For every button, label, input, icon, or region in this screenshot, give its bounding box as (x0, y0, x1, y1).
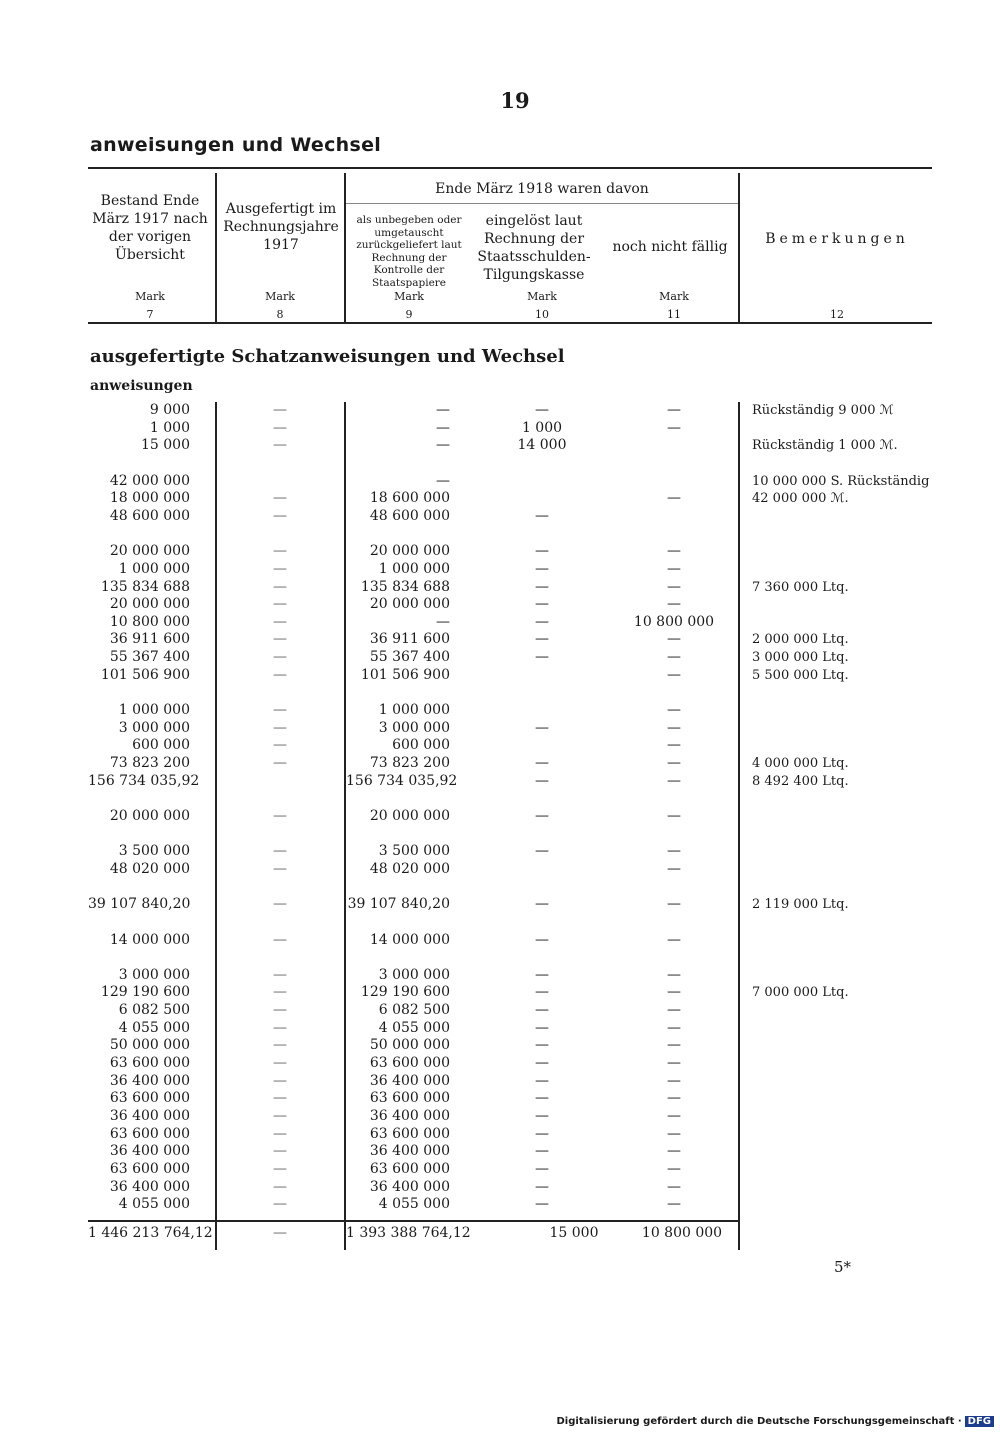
table-cell-c9: 73 823 200 (369, 755, 450, 771)
unit-col8: Mark (265, 290, 295, 303)
table-cell-c7: 3 000 000 (118, 966, 190, 983)
table-cell-c8: — (273, 613, 287, 630)
table-cell-c8: — (273, 1196, 287, 1213)
table-cell-c8: — (273, 543, 287, 560)
table-cell-c9: 63 600 000 (369, 1055, 450, 1071)
table-cell-c9: 36 911 600 (369, 631, 450, 648)
table-cell-c9: 63 600 000 (369, 1160, 450, 1177)
table-cell-c8: — (273, 1125, 287, 1142)
table-cell-c8: — (273, 437, 287, 454)
dfg-logo-icon: DFG (965, 1416, 994, 1427)
table-cell-c7: 50 000 000 (109, 1037, 190, 1054)
table-cell-c8: — (273, 1002, 287, 1019)
table-cell-c9: 18 600 000 (369, 490, 450, 507)
colnum-7: 7 (146, 308, 154, 321)
table-cell-c11: — (667, 1178, 681, 1195)
table-cell-c11: — (667, 1196, 681, 1213)
table-cell-c11: — (667, 490, 681, 507)
table-cell-c10: — (535, 613, 549, 630)
table-cell-c8: — (273, 755, 287, 771)
table-cell-c7: 55 367 400 (109, 649, 190, 666)
table-cell-c11: — (667, 402, 681, 418)
colnum-8: 8 (276, 308, 284, 321)
table-cell-c10: — (535, 1178, 549, 1195)
table-cell-c9: 101 506 900 (360, 666, 450, 683)
table-cell-c8: — (273, 507, 287, 524)
table-cell-c7: 18 000 000 (109, 490, 190, 507)
table-cell-c8: — (273, 402, 287, 418)
table-cell-c11: — (667, 1160, 681, 1177)
table-cell-c7: 42 000 000 (109, 472, 190, 489)
table-cell-c9: 48 600 000 (369, 507, 450, 524)
table-cell-c8: — (273, 596, 287, 613)
table-cell-c7: 36 911 600 (109, 631, 190, 648)
table-cell-c7: 1 000 (149, 419, 190, 436)
table-cell-c12: Rückständig 9 000 ℳ (752, 403, 894, 418)
section-title: ausgefertigte Schatzanweisungen und Wechsel (90, 346, 565, 367)
table-cell-c9: 3 500 000 (378, 843, 450, 860)
table-cell-c10: — (535, 984, 549, 1001)
table-cell-c9: 36 400 000 (369, 1108, 450, 1124)
table-cell-c11: — (667, 984, 681, 1001)
table-cell-c11: — (667, 1108, 681, 1124)
dfg-watermark-text: Digitalisierung gefördert durch die Deutsche Forschungsgemeinschaft · (556, 1416, 962, 1427)
header-col7: Bestand Ende März 1917 nach der vorigen Übersicht (92, 193, 208, 263)
table-cell-c8: — (273, 1072, 287, 1089)
table-cell-c10: — (535, 596, 549, 613)
hdr-divider-7-8 (215, 173, 217, 322)
hdr-divider-11-12 (738, 173, 740, 322)
table-cell-c8: — (273, 843, 287, 860)
table-cell-c8: — (273, 1090, 287, 1107)
table-cell-c11: — (667, 719, 681, 736)
table-cell-c8: — (273, 1108, 287, 1124)
table-cell-c7: 135 834 688 (100, 578, 190, 595)
table-cell-c8: — (273, 1037, 287, 1054)
table-cell-c7: 6 082 500 (118, 1002, 190, 1019)
hdr-divider-8-9 (344, 173, 346, 322)
table-cell-c12: Rückständig 1 000 ℳ. (752, 438, 898, 454)
table-cell-c10: — (535, 1125, 549, 1142)
table-cell-c8: — (273, 1160, 287, 1177)
table-cell-c8: — (273, 702, 287, 718)
table-cell-c9: 4 055 000 (378, 1019, 450, 1036)
table-cell-c10: — (535, 560, 549, 577)
table-cell-c12: 8 492 400 Ltq. (752, 773, 849, 789)
table-cell-c11: — (667, 860, 681, 877)
table-cell-c7: 1 000 000 (118, 560, 190, 577)
table-cell-c11: — (667, 631, 681, 648)
table-cell-c9: 50 000 000 (369, 1037, 450, 1054)
table-cell-c7: 36 400 000 (109, 1108, 190, 1124)
table-cell-c8: — (273, 649, 287, 666)
table-cell-c10: — (535, 543, 549, 560)
table-cell-c7: 4 055 000 (118, 1019, 190, 1036)
table-cell-c7: 10 800 000 (109, 613, 190, 630)
header-col12: Bemerkungen (765, 231, 909, 247)
unit-col10: Mark (527, 290, 557, 303)
table-cell-c9: 48 020 000 (369, 860, 450, 877)
table-cell-c8: — (273, 807, 287, 824)
table-cell-c8: — (273, 419, 287, 436)
table-cell-c9: 55 367 400 (369, 649, 450, 666)
table-cell-c10: — (535, 896, 549, 913)
table-cell-c10: — (535, 631, 549, 648)
table-cell-c10: — (535, 966, 549, 983)
table-cell-c9: 63 600 000 (369, 1090, 450, 1107)
table-cell-c12: 3 000 000 Ltq. (752, 650, 849, 666)
table-cell-c9: 63 600 000 (369, 1125, 450, 1142)
table-cell-c9: — (436, 472, 450, 489)
table-cell-c8: — (273, 490, 287, 507)
total-col9: 1 393 388 764,12 (346, 1225, 471, 1241)
table-cell-c7: 48 600 000 (109, 507, 190, 524)
total-col7: 1 446 213 764,12 (88, 1225, 213, 1241)
table-cell-c7: 20 000 000 (109, 543, 190, 560)
table-cell-c8: — (273, 578, 287, 595)
table-cell-c11: — (667, 896, 681, 913)
table-cell-c11: — (667, 649, 681, 666)
table-cell-c8: — (273, 896, 287, 913)
table-cell-c7: 9 000 (149, 402, 190, 418)
table-cell-c12: 2 000 000 Ltq. (752, 632, 849, 648)
table-cell-c12: 5 500 000 Ltq. (752, 667, 849, 683)
table-cell-c12: 7 000 000 Ltq. (752, 985, 849, 1001)
table-cell-c11: — (667, 1143, 681, 1160)
table-cell-c10: 1 000 (521, 419, 563, 436)
table-cell-c9: 1 000 000 (378, 560, 450, 577)
table-cell-c8: — (273, 966, 287, 983)
table-cell-c8: — (273, 666, 287, 683)
table-cell-c12: 4 000 000 Ltq. (752, 756, 849, 771)
colnum-12: 12 (830, 308, 844, 321)
table-cell-c7: 48 020 000 (109, 860, 190, 877)
table-cell-c9: 20 000 000 (369, 543, 450, 560)
table-cell-c9: 36 400 000 (369, 1143, 450, 1160)
table-cell-c8: — (273, 931, 287, 948)
table-cell-c10: — (535, 719, 549, 736)
table-cell-c7: 36 400 000 (109, 1072, 190, 1089)
header-group: Ende März 1918 waren davon (435, 181, 649, 197)
header-col9: als unbegeben oder umgetauscht zurückgeliefert laut Rechnung der Kontrolle der Staatspapiere (356, 214, 462, 289)
table-cell-c9: 36 400 000 (369, 1072, 450, 1089)
table-cell-c9: 1 000 000 (378, 702, 450, 718)
table-cell-c7: 39 107 840,20 (88, 896, 191, 913)
table-cell-c11: — (667, 1125, 681, 1142)
table-cell-c7: 15 000 (141, 437, 190, 454)
table-cell-c8: — (273, 1019, 287, 1036)
table-cell-c7: 63 600 000 (109, 1125, 190, 1142)
table-cell-c10: — (535, 807, 549, 824)
table-cell-c9: 20 000 000 (369, 807, 450, 824)
table-cell-c8: — (273, 719, 287, 736)
table-cell-c11: — (667, 843, 681, 860)
table-cell-c11: 10 800 000 (633, 613, 715, 630)
table-cell-c7: 63 600 000 (109, 1160, 190, 1177)
table-cell-c12: 42 000 000 ℳ. (752, 491, 849, 507)
colnum-11: 11 (667, 308, 681, 321)
table-cell-c10: — (535, 1002, 549, 1019)
table-cell-c8: — (273, 1178, 287, 1195)
header-col10: eingelöst laut Rechnung der Staatsschulden-Tilgungskasse (477, 213, 591, 283)
table-cell-c9: 4 055 000 (378, 1196, 450, 1213)
table-cell-c9: — (436, 613, 450, 630)
table-cell-c7: 4 055 000 (118, 1196, 190, 1213)
table-cell-c9: 135 834 688 (360, 578, 450, 595)
group-rule (346, 203, 739, 204)
table-cell-c9: 36 400 000 (369, 1178, 450, 1195)
header-top-rule (88, 167, 932, 169)
table-cell-c10: — (535, 1196, 549, 1213)
table-cell-c7: 156 734 035,92 (88, 772, 200, 789)
table-cell-c9: 20 000 000 (369, 596, 450, 613)
table-cell-c12: 2 119 000 Ltq. (752, 897, 849, 913)
colnum-10: 10 (535, 308, 549, 321)
table-cell-c7: 14 000 000 (109, 931, 190, 948)
table-cell-c7: 1 000 000 (118, 702, 190, 718)
table-cell-c7: 73 823 200 (109, 755, 190, 771)
table-cell-c10: — (535, 772, 549, 789)
page-number: 19 (500, 88, 530, 113)
table-cell-c10: — (535, 843, 549, 860)
signature-mark: 5* (834, 1258, 852, 1276)
table-cell-c8: — (273, 1055, 287, 1071)
table-cell-c9: 3 000 000 (378, 719, 450, 736)
body-divider-7-8 (215, 402, 217, 1250)
table-cell-c10: — (535, 1055, 549, 1071)
page-subtitle: anweisungen und Wechsel (90, 134, 382, 156)
table-cell-c11: — (667, 419, 681, 436)
table-cell-c10: — (535, 1072, 549, 1089)
table-cell-c11: — (667, 543, 681, 560)
table-cell-c10: — (535, 507, 549, 524)
table-cell-c11: — (667, 772, 681, 789)
table-cell-c11: — (667, 931, 681, 948)
table-cell-c8: — (273, 737, 287, 754)
table-cell-c7: 600 000 (132, 737, 190, 754)
total-rule (88, 1220, 740, 1222)
body-divider-11-12 (738, 402, 740, 1250)
table-cell-c10: — (535, 1143, 549, 1160)
table-cell-c10: — (535, 1090, 549, 1107)
table-cell-c8: — (273, 984, 287, 1001)
table-cell-c10: — (535, 1019, 549, 1036)
table-cell-c8: — (273, 560, 287, 577)
header-col11: noch nicht fällig (612, 239, 728, 255)
subsection-title: anweisungen (90, 378, 193, 394)
table-cell-c8: — (273, 631, 287, 648)
table-cell-c9: 6 082 500 (378, 1002, 450, 1019)
table-cell-c11: — (667, 1019, 681, 1036)
table-cell-c11: — (667, 737, 681, 754)
table-cell-c11: — (667, 1090, 681, 1107)
table-cell-c9: — (436, 402, 450, 418)
table-cell-c7: 36 400 000 (109, 1143, 190, 1160)
total-col8: — (273, 1225, 287, 1241)
table-cell-c9: — (436, 437, 450, 454)
table-cell-c10: — (535, 578, 549, 595)
table-cell-c7: 129 190 600 (100, 984, 190, 1001)
table-cell-c7: 63 600 000 (109, 1090, 190, 1107)
colnum-9: 9 (405, 308, 413, 321)
table-cell-c9: 156 734 035,92 (346, 772, 458, 789)
table-cell-c7: 63 600 000 (109, 1055, 190, 1071)
table-cell-c10: — (535, 1108, 549, 1124)
table-cell-c7: 101 506 900 (100, 666, 190, 683)
table-cell-c12: 10 000 000 S. Rückständig (752, 473, 930, 489)
table-cell-c9: 14 000 000 (369, 931, 450, 948)
table-cell-c11: — (667, 560, 681, 577)
table-cell-c11: — (667, 666, 681, 683)
table-cell-c8: — (273, 860, 287, 877)
table-cell-c9: 600 000 (392, 737, 450, 754)
table-cell-c11: — (667, 596, 681, 613)
table-cell-c12: 7 360 000 Ltq. (752, 579, 849, 595)
table-cell-c11: — (667, 755, 681, 771)
table-cell-c9: 3 000 000 (378, 966, 450, 983)
total-col10: 15 000 (549, 1225, 599, 1241)
unit-col9: Mark (394, 290, 424, 303)
table-cell-c10: 14 000 (517, 437, 567, 454)
table-cell-c10: — (535, 649, 549, 666)
table-cell-c11: — (667, 702, 681, 718)
table-cell-c10: — (535, 1037, 549, 1054)
table-cell-c8: — (273, 1143, 287, 1160)
table-cell-c10: — (535, 1160, 549, 1177)
table-cell-c11: — (667, 1037, 681, 1054)
table-cell-c9: 39 107 840,20 (347, 896, 450, 913)
table-cell-c9: — (436, 419, 450, 436)
table-cell-c11: — (667, 807, 681, 824)
total-col11: 10 800 000 (641, 1225, 723, 1241)
table-cell-c7: 3 500 000 (118, 843, 190, 860)
table-cell-c7: 36 400 000 (109, 1178, 190, 1195)
table-cell-c11: — (667, 966, 681, 983)
table-cell-c11: — (667, 1002, 681, 1019)
table-cell-c10: — (535, 931, 549, 948)
table-cell-c7: 20 000 000 (109, 807, 190, 824)
table-cell-c7: 3 000 000 (118, 719, 190, 736)
table-cell-c10: — (535, 755, 549, 771)
table-cell-c11: — (667, 578, 681, 595)
table-cell-c11: — (667, 1072, 681, 1089)
table-cell-c7: 20 000 000 (109, 596, 190, 613)
table-cell-c10: — (535, 402, 549, 418)
table-cell-c11: — (667, 1055, 681, 1071)
header-col8: Ausgefertigt im Rechnungsjahre 1917 (223, 201, 339, 253)
unit-col7: Mark (135, 290, 165, 303)
unit-col11: Mark (659, 290, 689, 303)
dfg-watermark (557, 1416, 995, 1427)
table-cell-c9: 129 190 600 (360, 984, 450, 1001)
